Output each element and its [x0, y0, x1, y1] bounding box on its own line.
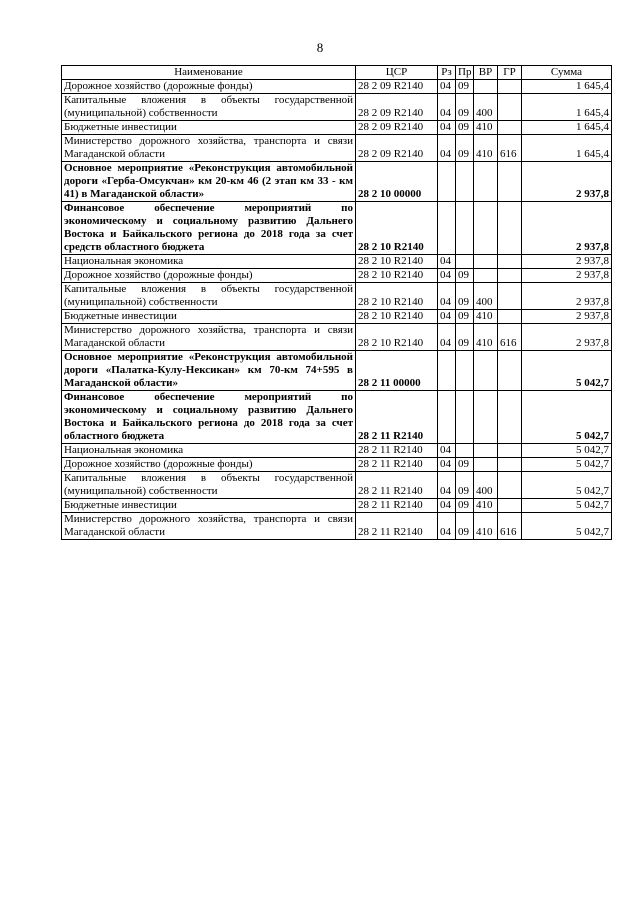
cell-name: Капитальные вложения в объекты государственной (муниципальной) собственности	[62, 472, 356, 499]
cell-vr: 410	[474, 121, 498, 135]
cell-sum: 1 645,4	[522, 94, 612, 121]
cell-sum: 5 042,7	[522, 499, 612, 513]
cell-name: Бюджетные инвестиции	[62, 310, 356, 324]
cell-sum: 5 042,7	[522, 391, 612, 444]
cell-vr: 400	[474, 94, 498, 121]
cell-name: Национальная экономика	[62, 255, 356, 269]
cell-name: Национальная экономика	[62, 444, 356, 458]
cell-pr: 09	[456, 324, 474, 351]
header-csr: ЦСР	[356, 66, 438, 80]
cell-csr: 28 2 10 00000	[356, 162, 438, 202]
cell-name: Министерство дорожного хозяйства, транспорта и связи Магаданской области	[62, 135, 356, 162]
cell-pr: 09	[456, 472, 474, 499]
cell-gr	[498, 499, 522, 513]
cell-pr	[456, 202, 474, 255]
budget-table	[61, 65, 612, 540]
cell-csr: 28 2 09 R2140	[356, 80, 438, 94]
cell-name: Бюджетные инвестиции	[62, 121, 356, 135]
cell-gr	[498, 202, 522, 255]
cell-pr: 09	[456, 135, 474, 162]
table-row	[62, 310, 612, 324]
cell-vr	[474, 458, 498, 472]
table-row	[62, 351, 612, 391]
cell-gr	[498, 80, 522, 94]
cell-sum: 2 937,8	[522, 283, 612, 310]
cell-pr: 09	[456, 513, 474, 540]
header-gr: ГР	[498, 66, 522, 80]
cell-rz: 04	[438, 458, 456, 472]
cell-gr	[498, 121, 522, 135]
cell-vr	[474, 80, 498, 94]
table-row	[62, 121, 612, 135]
cell-name: Дорожное хозяйство (дорожные фонды)	[62, 80, 356, 94]
table-row	[62, 391, 612, 444]
table-header-row	[62, 66, 612, 80]
cell-vr	[474, 269, 498, 283]
cell-name: Министерство дорожного хозяйства, транспорта и связи Магаданской области	[62, 324, 356, 351]
cell-pr	[456, 351, 474, 391]
cell-sum: 2 937,8	[522, 310, 612, 324]
cell-rz: 04	[438, 255, 456, 269]
cell-rz: 04	[438, 472, 456, 499]
cell-name: Капитальные вложения в объекты государственной (муниципальной) собственности	[62, 283, 356, 310]
table-row	[62, 135, 612, 162]
cell-rz: 04	[438, 121, 456, 135]
header-sum: Сумма	[522, 66, 612, 80]
cell-csr: 28 2 10 R2140	[356, 269, 438, 283]
cell-csr: 28 2 09 R2140	[356, 94, 438, 121]
table-row	[62, 202, 612, 255]
cell-sum: 2 937,8	[522, 255, 612, 269]
cell-pr: 09	[456, 94, 474, 121]
table-row	[62, 513, 612, 540]
cell-rz	[438, 162, 456, 202]
table-row	[62, 269, 612, 283]
header-pr: Пр	[456, 66, 474, 80]
table-row	[62, 94, 612, 121]
cell-gr	[498, 472, 522, 499]
cell-rz: 04	[438, 94, 456, 121]
cell-vr: 410	[474, 135, 498, 162]
cell-pr: 09	[456, 269, 474, 283]
cell-pr	[456, 162, 474, 202]
table-row	[62, 80, 612, 94]
cell-gr	[498, 310, 522, 324]
cell-sum: 2 937,8	[522, 202, 612, 255]
cell-sum: 2 937,8	[522, 324, 612, 351]
cell-sum: 1 645,4	[522, 80, 612, 94]
cell-csr: 28 2 10 R2140	[356, 255, 438, 269]
cell-vr: 410	[474, 324, 498, 351]
cell-name: Дорожное хозяйство (дорожные фонды)	[62, 269, 356, 283]
cell-csr: 28 2 09 R2140	[356, 121, 438, 135]
header-rz: Рз	[438, 66, 456, 80]
cell-gr	[498, 391, 522, 444]
cell-gr: 616	[498, 513, 522, 540]
cell-rz	[438, 202, 456, 255]
cell-vr	[474, 255, 498, 269]
cell-sum: 2 937,8	[522, 162, 612, 202]
cell-vr: 410	[474, 499, 498, 513]
cell-gr	[498, 162, 522, 202]
cell-sum: 5 042,7	[522, 458, 612, 472]
cell-pr: 09	[456, 458, 474, 472]
cell-name: Финансовое обеспечение мероприятий по экономическому и социальному развитию Дальнего Востока и Байкальского региона до 2018 года за счет областного бюджета	[62, 391, 356, 444]
cell-name: Основное мероприятие «Реконструкция автомобильной дороги «Герба-Омсукчан» км 20-км 46 (2 этап км 33 - км 41) в Магаданской области»	[62, 162, 356, 202]
cell-csr: 28 2 10 R2140	[356, 202, 438, 255]
cell-rz: 04	[438, 269, 456, 283]
cell-rz	[438, 351, 456, 391]
cell-gr	[498, 255, 522, 269]
cell-sum: 1 645,4	[522, 121, 612, 135]
cell-csr: 28 2 11 R2140	[356, 472, 438, 499]
cell-csr: 28 2 11 00000	[356, 351, 438, 391]
cell-pr: 09	[456, 283, 474, 310]
cell-pr: 09	[456, 499, 474, 513]
table-row	[62, 283, 612, 310]
cell-sum: 5 042,7	[522, 513, 612, 540]
cell-pr	[456, 444, 474, 458]
cell-rz	[438, 391, 456, 444]
cell-csr: 28 2 09 R2140	[356, 135, 438, 162]
table-row	[62, 162, 612, 202]
header-name: Наименование	[62, 66, 356, 80]
cell-sum: 5 042,7	[522, 351, 612, 391]
cell-sum: 5 042,7	[522, 472, 612, 499]
cell-sum: 2 937,8	[522, 269, 612, 283]
table-row	[62, 499, 612, 513]
cell-sum: 5 042,7	[522, 444, 612, 458]
cell-rz: 04	[438, 499, 456, 513]
cell-name: Бюджетные инвестиции	[62, 499, 356, 513]
page-number: 8	[316, 40, 324, 55]
cell-vr: 410	[474, 513, 498, 540]
table-body	[62, 80, 612, 540]
cell-sum: 1 645,4	[522, 135, 612, 162]
cell-csr: 28 2 10 R2140	[356, 283, 438, 310]
cell-pr: 09	[456, 310, 474, 324]
cell-csr: 28 2 11 R2140	[356, 391, 438, 444]
cell-csr: 28 2 11 R2140	[356, 444, 438, 458]
cell-rz: 04	[438, 80, 456, 94]
cell-name: Капитальные вложения в объекты государственной (муниципальной) собственности	[62, 94, 356, 121]
table-row	[62, 444, 612, 458]
cell-name: Министерство дорожного хозяйства, транспорта и связи Магаданской области	[62, 513, 356, 540]
cell-vr	[474, 202, 498, 255]
cell-vr: 410	[474, 310, 498, 324]
cell-gr: 616	[498, 324, 522, 351]
cell-gr	[498, 444, 522, 458]
cell-pr	[456, 255, 474, 269]
table-row	[62, 324, 612, 351]
cell-pr: 09	[456, 121, 474, 135]
cell-vr	[474, 351, 498, 391]
cell-rz: 04	[438, 310, 456, 324]
cell-csr: 28 2 11 R2140	[356, 458, 438, 472]
cell-csr: 28 2 11 R2140	[356, 513, 438, 540]
cell-pr: 09	[456, 80, 474, 94]
cell-name: Дорожное хозяйство (дорожные фонды)	[62, 458, 356, 472]
cell-gr	[498, 269, 522, 283]
table-row	[62, 458, 612, 472]
cell-csr: 28 2 10 R2140	[356, 310, 438, 324]
cell-rz: 04	[438, 324, 456, 351]
table-row	[62, 472, 612, 499]
cell-csr: 28 2 11 R2140	[356, 499, 438, 513]
cell-vr	[474, 391, 498, 444]
cell-gr	[498, 94, 522, 121]
cell-pr	[456, 391, 474, 444]
table-row	[62, 255, 612, 269]
cell-rz: 04	[438, 513, 456, 540]
cell-gr	[498, 458, 522, 472]
cell-rz: 04	[438, 444, 456, 458]
cell-gr	[498, 283, 522, 310]
cell-rz: 04	[438, 283, 456, 310]
cell-vr	[474, 444, 498, 458]
cell-name: Финансовое обеспечение мероприятий по экономическому и социальному развитию Дальнего Востока и Байкальского региона до 2018 года за счет средств областного бюджета	[62, 202, 356, 255]
cell-rz: 04	[438, 135, 456, 162]
header-vr: ВР	[474, 66, 498, 80]
cell-gr: 616	[498, 135, 522, 162]
cell-vr: 400	[474, 472, 498, 499]
cell-gr	[498, 351, 522, 391]
cell-csr: 28 2 10 R2140	[356, 324, 438, 351]
cell-name: Основное мероприятие «Реконструкция автомобильной дороги «Палатка-Кулу-Нексикан» км 70-км 74+595 в Магаданской области»	[62, 351, 356, 391]
cell-vr	[474, 162, 498, 202]
cell-vr: 400	[474, 283, 498, 310]
